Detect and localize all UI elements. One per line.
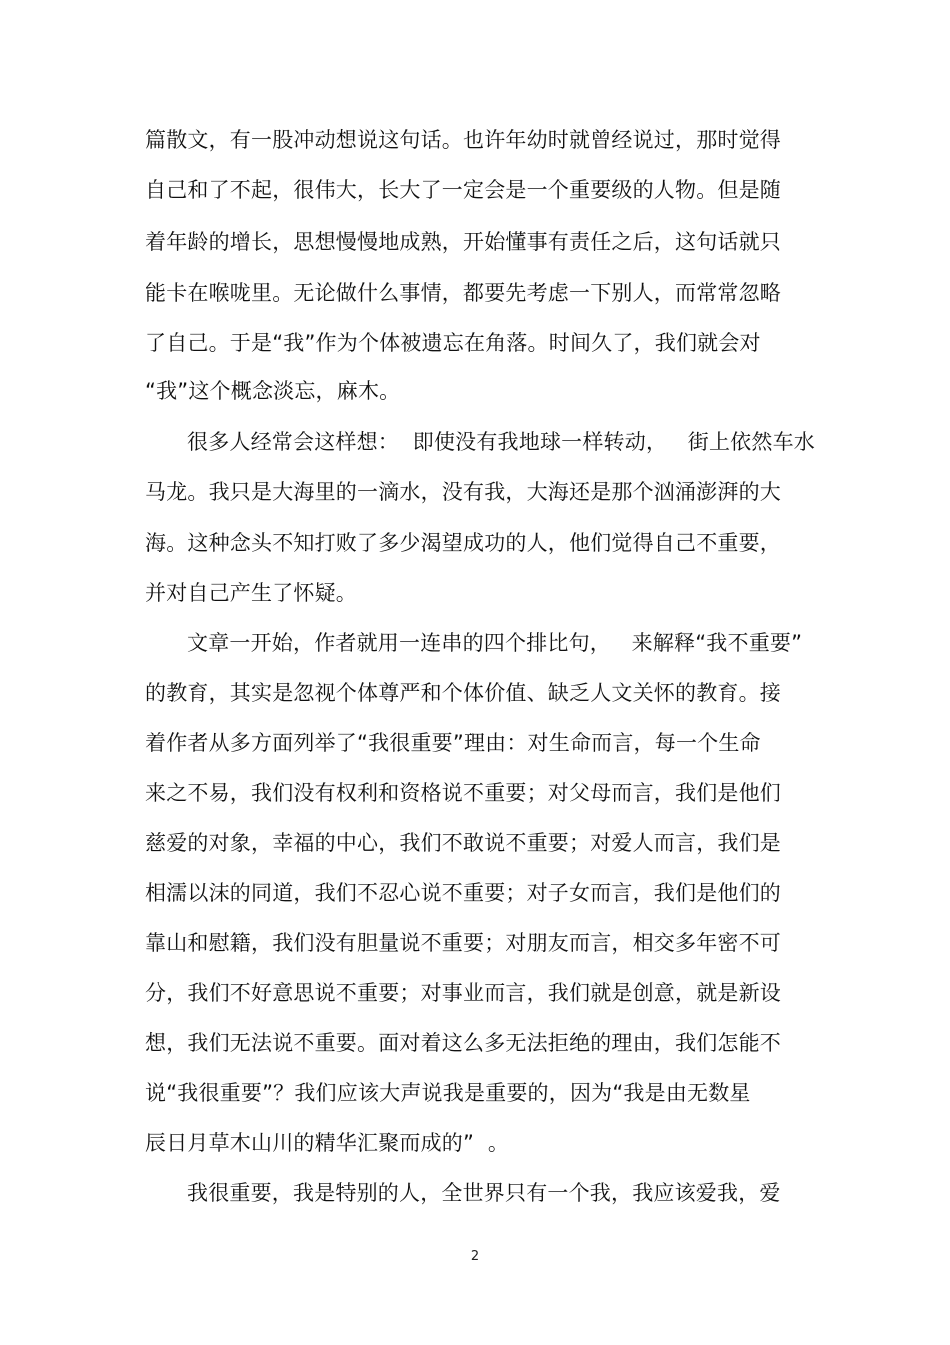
- text-line-14: 来之不易，我们没有权利和资格说不重要；对父母而言，我们是他们: [145, 781, 781, 805]
- page-number: 2: [470, 1249, 480, 1264]
- text-line-9: 海。这种念头不知打败了多少渴望成功的人，他们觉得自己不重要，: [145, 531, 781, 555]
- text-line-19: 想，我们无法说不重要。面对着这么多无法拒绝的理由，我们怎能不: [145, 1031, 781, 1055]
- text-line-2: 自己和了不起，很伟大，长大了一定会是一个重要级的人物。但是随: [145, 178, 781, 202]
- text-line-4: 能卡在喉咙里。无论做什么事情，都要先考虑一下别人，而常常忽略: [145, 281, 781, 305]
- text-line-8: 马龙。我只是大海里的一滴水，没有我，大海还是那个汹涌澎湃的大: [145, 480, 781, 504]
- text-line-6: “我”这个概念淡忘，麻木。: [145, 379, 401, 403]
- text-line-22: 我很重要，我是特别的人，全世界只有一个我，我应该爱我，爱: [187, 1181, 781, 1205]
- text-line-18: 分，我们不好意思说不重要；对事业而言，我们就是创意，就是新设: [145, 981, 781, 1005]
- text-line-17: 靠山和慰籍，我们没有胆量说不重要；对朋友而言，相交多年密不可: [145, 931, 781, 955]
- text-line-12: 的教育，其实是忽视个体尊严和个体价值、缺乏人文关怀的教育。接: [145, 681, 781, 705]
- text-line-3: 着年龄的增长，思想慢慢地成熟，开始懂事有责任之后，这句话就只: [145, 230, 781, 254]
- text-line-7: 很多人经常会这样想： 即使没有我地球一样转动， 街上依然车水: [187, 430, 815, 454]
- text-line-10: 并对自己产生了怀疑。: [145, 581, 357, 605]
- text-line-13: 着作者从多方面列举了“我很重要”理由：对生命而言，每一个生命: [145, 731, 761, 755]
- text-line-11: 文章一开始，作者就用一连串的四个排比句， 来解释“我不重要”: [187, 631, 803, 655]
- text-line-20: 说“我很重要”？我们应该大声说我是重要的，因为“我是由无数星: [145, 1081, 751, 1105]
- text-line-15: 慈爱的对象，幸福的中心，我们不敢说不重要；对爱人而言，我们是: [145, 831, 781, 855]
- text-line-1: 篇散文，有一股冲动想说这句话。也许年幼时就曾经说过，那时觉得: [145, 128, 781, 152]
- text-line-5: 了自己。于是“我”作为个体被遗忘在角落。时间久了，我们就会对: [145, 331, 761, 355]
- text-line-21: 辰日月草木山川的精华汇聚而成的” 。: [145, 1131, 510, 1155]
- text-line-16: 相濡以沫的同道，我们不忍心说不重要；对子女而言，我们是他们的: [145, 881, 781, 905]
